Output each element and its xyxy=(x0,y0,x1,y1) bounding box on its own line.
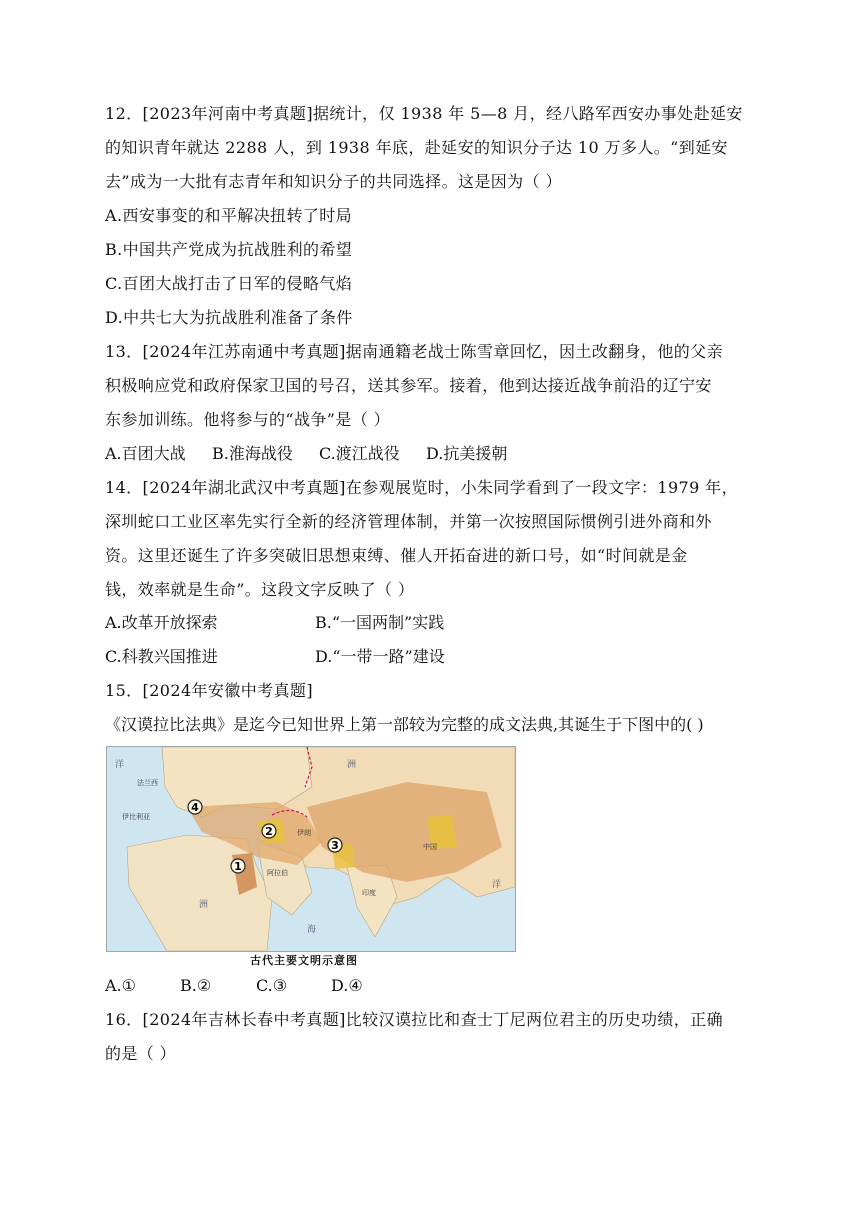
q13-option-d: D.抗美援朝 xyxy=(426,444,508,463)
map-illustration xyxy=(107,747,515,951)
map-marker-4-label: 4 xyxy=(191,801,199,814)
map-label-india: 印度 xyxy=(362,889,376,897)
q15-option-a: A.① xyxy=(105,976,136,995)
q14-option-a: A.改革开放探索 xyxy=(105,613,218,632)
map-label-ocean-east: 洋 xyxy=(492,880,502,890)
q13-stem-line-3: 东参加训练。他将参与的“战争”是（ ） xyxy=(105,410,391,429)
map-label-iran: 伊朗 xyxy=(297,829,311,837)
ancient-civilizations-map xyxy=(106,746,516,952)
q14-stem-line-1: 14．[2024年湖北武汉中考真题]在参观展览时，小朱同学看到了一段文字：1979 年， xyxy=(105,478,738,497)
q15-stem-line-2: 《汉谟拉比法典》是迄今已知世界上第一部较为完整的成文法典,其诞生于下图中的( ) xyxy=(105,715,704,734)
map-marker-3 xyxy=(328,838,342,852)
map-caption: 古代主要文明示意图 xyxy=(250,954,358,967)
q15-option-d: D.④ xyxy=(331,976,363,995)
q13-option-b: B.淮海战役 xyxy=(212,444,293,463)
q14-stem-line-2: 深圳蛇口工业区率先实行全新的经济管理体制，并第一次按照国际惯例引进外商和外 xyxy=(105,512,712,531)
q15-option-c: C.③ xyxy=(256,976,288,995)
q14-stem-line-3: 资。这里还诞生了许多突破旧思想束缚、催人开拓奋进的新口号，如“时间就是金 xyxy=(105,546,688,565)
q14-stem-line-4: 钱，效率就是生命”。这段文字反映了（ ） xyxy=(105,580,415,599)
q12-stem-line-1: 12．[2023年河南中考真题]据统计，仅 1938 年 5—8 月，经八路军西安办事处赴延安 xyxy=(105,104,743,123)
map-marker-4 xyxy=(188,800,202,814)
map-label-sea: 海 xyxy=(307,925,317,935)
q14-option-b: B.“一国两制”实践 xyxy=(315,613,445,632)
q15-option-b: B.② xyxy=(180,976,212,995)
q14-option-d: D.“一带一路”建设 xyxy=(315,647,445,666)
q14-option-c: C.科教兴国推进 xyxy=(105,647,218,666)
q16-stem-line-1: 16．[2024年吉林长春中考真题]比较汉谟拉比和查士丁尼两位君主的历史功绩，正确 xyxy=(105,1010,723,1029)
q15-stem-line-1: 15．[2024年安徽中考真题] xyxy=(105,681,313,700)
q13-option-c: C.渡江战役 xyxy=(319,444,400,463)
map-label-arabia: 阿拉伯 xyxy=(267,869,288,877)
q12-option-c: C.百团大战打击了日军的侵略气焰 xyxy=(105,274,353,293)
map-marker-2-label: 2 xyxy=(265,825,273,838)
q12-option-b: B.中国共产党成为抗战胜利的希望 xyxy=(105,240,353,259)
q12-stem-line-2: 的知识青年就达 2288 人，到 1938 年底，赴延安的知识分子达 10 万多人。“到延安 xyxy=(105,138,728,157)
q12-stem-line-3: 去”成为一大批有志青年和知识分子的共同选择。这是因为（ ） xyxy=(105,172,562,191)
map-label-france: 法兰西 xyxy=(137,779,158,787)
map-label-iberia: 伊比利亚 xyxy=(122,813,150,821)
map-label-china: 中国 xyxy=(423,843,437,851)
q12-option-a: A.西安事变的和平解决扭转了时局 xyxy=(105,206,353,225)
map-marker-3-label: 3 xyxy=(331,839,339,852)
map-marker-2 xyxy=(262,824,276,838)
map-label-continent-africa: 洲 xyxy=(199,900,209,910)
q12-option-d: D.中共七大为抗战胜利准备了条件 xyxy=(105,308,353,327)
q16-stem-line-2: 的是（ ） xyxy=(105,1044,177,1063)
map-marker-1 xyxy=(231,859,245,873)
map-label-ocean-west: 洋 xyxy=(115,760,125,770)
map-label-continent-asia: 洲 xyxy=(347,760,357,770)
q13-stem-line-1: 13．[2024年江苏南通中考真题]据南通籍老战士陈雪章回忆，因土改翻身，他的父亲 xyxy=(105,342,723,361)
q13-stem-line-2: 积极响应党和政府保家卫国的号召，送其参军。接着，他到达接近战争前沿的辽宁安 xyxy=(105,376,712,395)
q13-option-a: A.百团大战 xyxy=(105,444,186,463)
map-marker-1-label: 1 xyxy=(234,860,242,873)
